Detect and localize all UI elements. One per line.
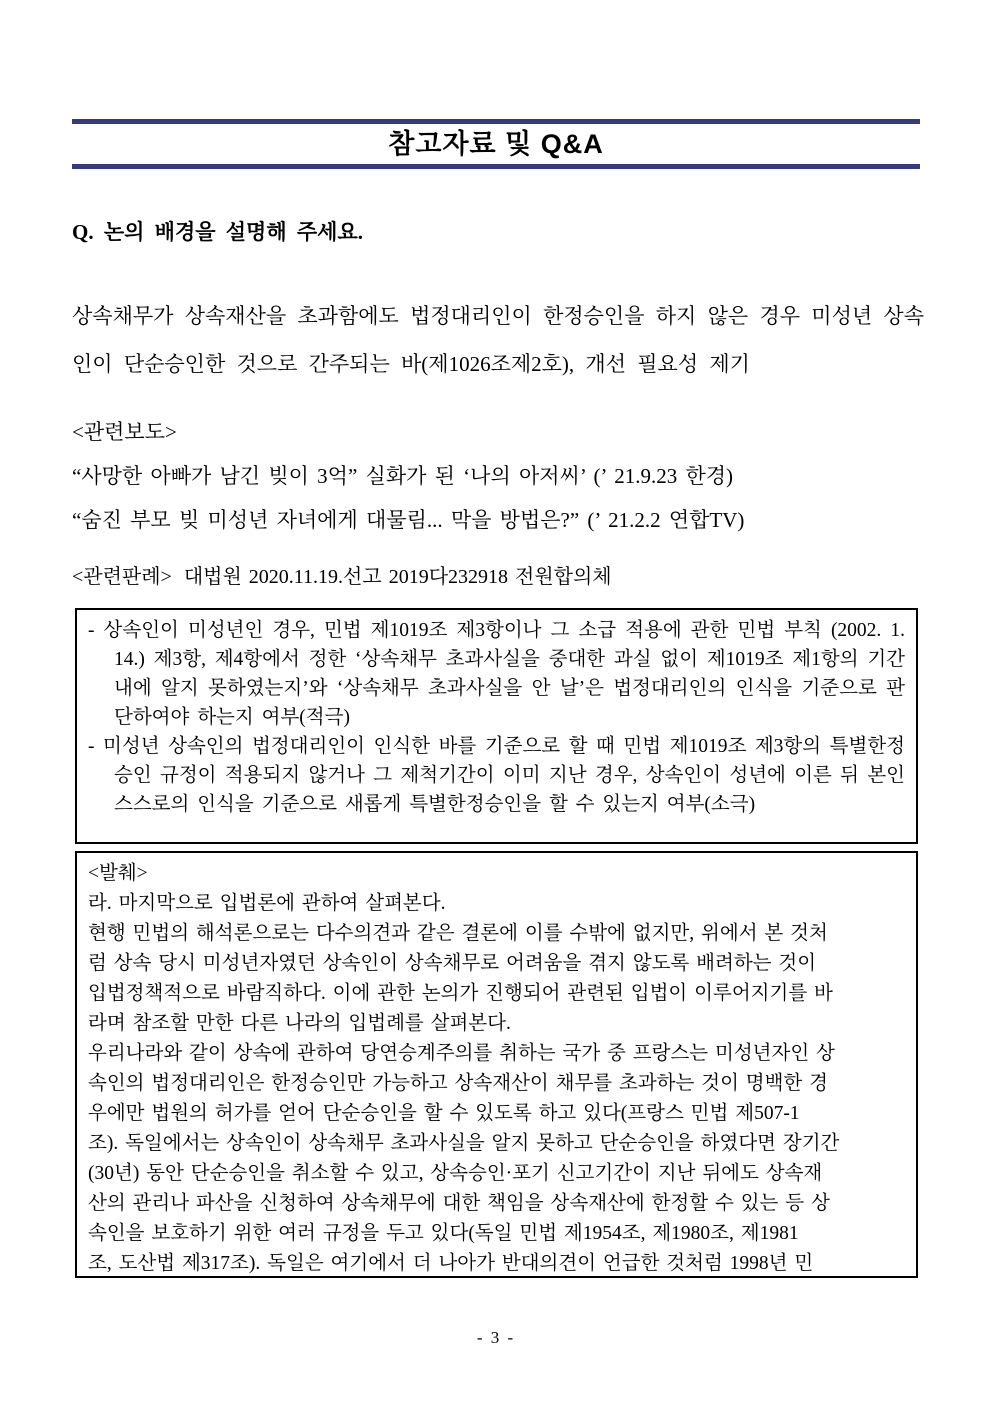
excerpt-line: 우에만 법원의 허가를 얻어 단순승인을 할 수 있도록 하고 있다(프랑스 민법 제507-1 (88, 1103, 800, 1124)
excerpt-line: 라. 마지막으로 입법론에 관하여 살펴본다. (88, 893, 446, 914)
excerpt-line: 속인을 보호하기 위한 여러 규정을 두고 있다(독일 민법 제1954조, 제1980조, 제1981 (88, 1223, 799, 1244)
holding-item: - 미성년 상속인의 법정대리인이 인식한 바를 기준으로 할 때 민법 제1019조 제3항의 특별한정승인 규정이 적용되지 않거나 그 제척기간이 이미 지난 경우, 상속인이 성년에 이른 뒤 본인 스스로의 인식을 기준으로 새롭게 특별한정승인을 할 수 있는지 여부(소극) (88, 736, 905, 815)
excerpt-line: 현행 민법의 해석론으로는 다수의견과 같은 결론에 이를 수밖에 없지만, 위에서 본 것처 (88, 923, 828, 944)
excerpt-line: 럼 상속 당시 미성년자였던 상속인이 상속채무로 어려움을 겪지 않도록 배려하는 것이 (88, 953, 817, 974)
excerpt-line: 산의 관리나 파산을 신청하여 상속채무에 대한 책임을 상속재산에 한정할 수 있는 등 상 (88, 1193, 830, 1214)
excerpt-line: 조, 도산법 제317조). 독일은 여기에서 더 나아가 반대의견이 언급한 것처럼 1998년 민 (88, 1253, 814, 1274)
news-item: “사망한 아빠가 남긴 빚이 3억” 실화가 된 ‘나의 아저씨’ (’ 21.9.23 한경) (72, 464, 734, 488)
excerpt-line: (30년) 동안 단순승인을 취소할 수 있고, 상속승인·포기 신고기간이 지난 뒤에도 상속재 (88, 1163, 823, 1184)
news-item: “숨진 부모 빚 미성년 자녀에게 대물림... 막을 방법은?” (’ 21.2.2 연합TV) (72, 508, 745, 532)
answer-paragraph: 상속채무가 상속재산을 초과함에도 법정대리인이 한정승인을 하지 않은 경우 미성년 상속인이 단순승인한 것으로 간주되는 바(제1026조제2호), 개선 필요성 제기 (72, 304, 924, 376)
related-news-heading: <관련보도> (72, 420, 177, 444)
related-case-reference: 대법원 2020.11.19.선고 2019다232918 전원합의체 (183, 566, 612, 588)
excerpt-line: 라며 참조할 만한 다른 나라의 입법례를 살펴본다. (88, 1013, 511, 1034)
question-heading: Q. 논의 배경을 설명해 주세요. (72, 220, 363, 244)
excerpt-line: 조). 독일에서는 상속인이 상속채무 초과사실을 알지 못하고 단순승인을 하였다면 장기간 (88, 1133, 840, 1154)
page-number: - 3 - (476, 1328, 516, 1347)
holding-item: - 상속인이 미성년인 경우, 민법 제1019조 제3항이나 그 소급 적용에 관한 민법 부칙 (2002. 1. 14.) 제3항, 제4항에서 정한 ‘상속채무 초과사실을 중대한 과실 없이 제1019조 제1항의 기간 내에 알지 못하였는지’와 ‘상속채무 초과사실을 안 날’은 법정대리인의 인식을 기준으로 판단하여야 하는지 여부(적극) (88, 620, 905, 728)
excerpt-box (75, 851, 918, 1278)
related-news-section (72, 410, 936, 542)
case-holdings-box (75, 608, 918, 844)
excerpt-line: 우리나라와 같이 상속에 관하여 당연승계주의를 취하는 국가 중 프랑스는 미성년자인 상 (88, 1043, 835, 1064)
excerpt-line: 입법정책적으로 바람직하다. 이에 관한 논의가 진행되어 관련된 입법이 이루어지기를 바 (88, 983, 833, 1004)
related-case-label: <관련판례> (72, 566, 172, 588)
excerpt-line: 속인의 법정대리인은 한정승인만 가능하고 상속재산이 채무를 초과하는 것이 명백한 경 (88, 1073, 829, 1094)
title-rule-bottom (72, 164, 920, 169)
page-title: 참고자료 및 Q&A (388, 129, 604, 159)
excerpt-heading: <발췌> (88, 863, 148, 884)
related-case-heading (72, 560, 936, 589)
